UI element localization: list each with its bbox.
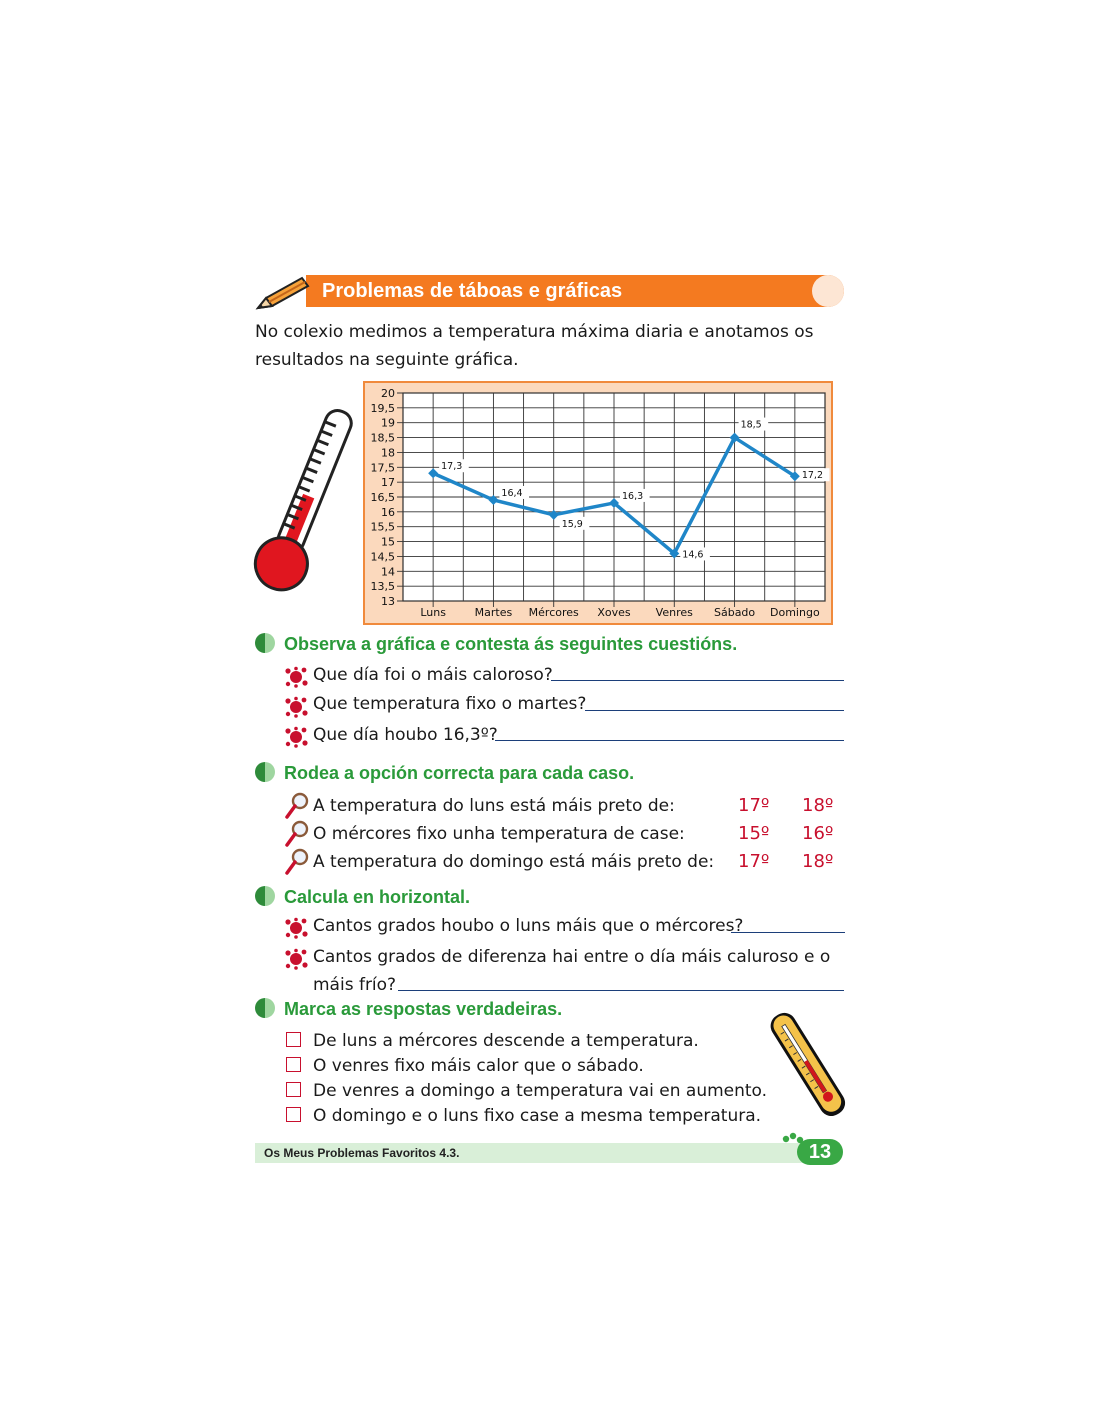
option-statement: A temperatura do domingo está máis preto de: xyxy=(313,852,715,872)
section-title-1: Observa a gráfica e contesta ás seguintes cuestións. xyxy=(284,634,738,654)
splat-icon xyxy=(284,948,308,970)
answer-line[interactable] xyxy=(585,710,844,711)
page-number: 13 xyxy=(808,1141,832,1163)
y-tick-label: 15,5 xyxy=(370,520,395,534)
option-statement: O mércores fixo unha temperatura de case: xyxy=(313,824,685,844)
y-tick-label: 14 xyxy=(381,565,395,579)
answer-line[interactable] xyxy=(731,932,845,933)
section-title-3: Calcula en horizontal. xyxy=(284,887,471,907)
checkbox[interactable] xyxy=(286,1057,301,1072)
y-tick-label: 13,5 xyxy=(370,580,395,594)
section-dot-3 xyxy=(255,886,275,906)
x-tick-label: Martes xyxy=(474,606,513,619)
magnifier-icon xyxy=(284,820,310,848)
magnifier-icon xyxy=(284,792,310,820)
x-tick-label: Xoves xyxy=(597,606,631,619)
option-a[interactable]: 17º xyxy=(738,795,770,816)
y-tick-label: 20 xyxy=(381,387,395,400)
data-label-text: 17,2 xyxy=(801,470,824,482)
section-title-2: Rodea a opción correcta para cada caso. xyxy=(284,763,635,783)
y-tick-label: 16 xyxy=(381,505,395,519)
section-dot-2 xyxy=(255,762,275,782)
y-tick-label: 14,5 xyxy=(370,550,395,564)
option-b[interactable]: 18º xyxy=(802,851,834,872)
y-tick-label: 17 xyxy=(381,476,395,490)
section-dot-1 xyxy=(255,633,275,653)
x-tick-label: Venres xyxy=(655,606,693,619)
question-text: Que día houbo 16,3º? xyxy=(313,725,498,745)
question-text: Cantos grados houbo o luns máis que o mércores? xyxy=(313,916,744,936)
x-tick-label: Domingo xyxy=(770,606,820,619)
intro-text: No colexio medimos a temperatura máxima diaria e anotamos os resultados na seguinte gráfica. xyxy=(255,322,814,370)
y-tick-label: 16,5 xyxy=(370,491,395,504)
option-statement: A temperatura do luns está máis preto de: xyxy=(313,796,675,816)
pencil-icon xyxy=(254,274,310,314)
question-text-continued: máis frío? xyxy=(313,975,397,995)
x-tick-label: Sábado xyxy=(713,606,756,619)
y-tick-label: 17,5 xyxy=(370,461,395,475)
question-text: Que día foi o máis caloroso? xyxy=(313,665,553,685)
y-tick-label: 18,5 xyxy=(370,431,395,445)
small-thermometer-icon xyxy=(762,1005,852,1125)
answer-line[interactable] xyxy=(495,740,844,741)
data-label xyxy=(560,517,590,530)
splat-icon xyxy=(284,917,308,939)
y-tick-label: 13 xyxy=(381,595,395,608)
statement-text: De luns a mércores descende a temperatura. xyxy=(313,1031,699,1051)
question-text: Cantos grados de diferenza hai entre o día máis caluroso e o xyxy=(313,947,831,967)
magnifier-icon xyxy=(284,848,310,876)
data-label xyxy=(439,459,469,472)
option-b[interactable]: 16º xyxy=(802,823,834,844)
section-dot-4 xyxy=(255,998,275,1018)
data-label xyxy=(499,486,529,499)
thermometer-icon xyxy=(250,400,360,600)
answer-line[interactable] xyxy=(398,990,844,991)
option-a[interactable]: 15º xyxy=(738,823,770,844)
data-label-text: 16,3 xyxy=(622,490,644,502)
x-tick-label: Luns xyxy=(420,606,446,619)
data-label xyxy=(800,468,830,481)
data-label xyxy=(680,547,710,560)
checkbox[interactable] xyxy=(286,1032,301,1047)
y-tick-label: 19,5 xyxy=(370,401,395,415)
data-label xyxy=(739,418,769,431)
data-label-text: 15,9 xyxy=(561,518,583,530)
y-tick-label: 18 xyxy=(381,446,395,460)
x-tick-label: Mércores xyxy=(528,606,579,619)
footer-text: Os Meus Problemas Favoritos 4.3. xyxy=(264,1146,460,1160)
splat-icon xyxy=(284,726,308,748)
data-label-text: 17,3 xyxy=(441,461,463,473)
data-label-text: 14,6 xyxy=(682,549,704,561)
statement-text: De venres a domingo a temperatura vai en aumento. xyxy=(313,1081,768,1101)
data-label-text: 18,5 xyxy=(740,419,762,431)
y-tick-label: 15 xyxy=(381,535,395,549)
checkbox[interactable] xyxy=(286,1107,301,1122)
temperature-chart xyxy=(363,381,833,625)
option-b[interactable]: 18º xyxy=(802,795,834,816)
statement-text: O domingo e o luns fixo case a mesma temperatura. xyxy=(313,1106,762,1126)
page-title: Problemas de táboas e gráficas xyxy=(322,280,623,302)
section-title-4: Marca as respostas verdadeiras. xyxy=(284,999,563,1019)
statement-text: O venres fixo máis calor que o sábado. xyxy=(313,1056,644,1076)
data-label xyxy=(620,489,650,502)
y-tick-label: 19 xyxy=(381,416,395,430)
splat-icon xyxy=(284,666,308,688)
data-label-text: 16,4 xyxy=(501,487,523,499)
checkbox[interactable] xyxy=(286,1082,301,1097)
splat-icon xyxy=(284,696,308,718)
answer-line[interactable] xyxy=(551,680,844,681)
option-a[interactable]: 17º xyxy=(738,851,770,872)
question-text: Que temperatura fixo o martes? xyxy=(313,694,587,714)
